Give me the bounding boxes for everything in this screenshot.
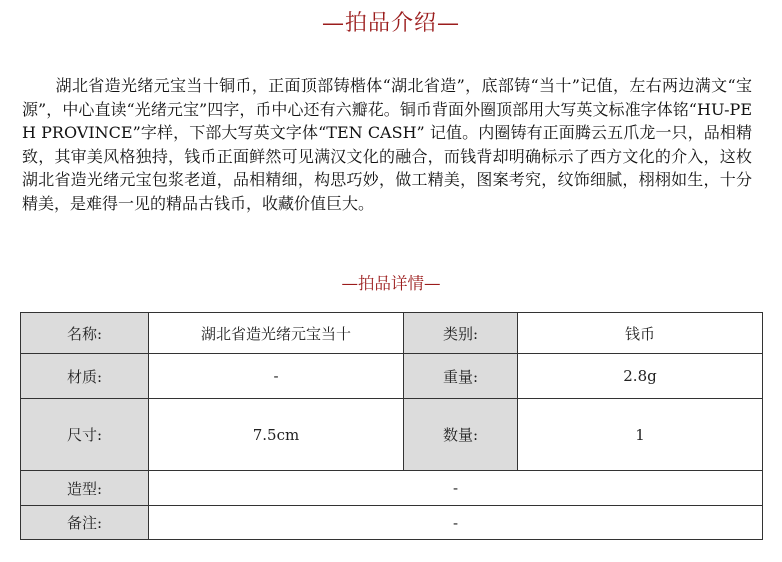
category-value: 钱币	[518, 313, 763, 354]
name-value: 湖北省造光绪元宝当十	[149, 313, 404, 354]
weight-label: 重量:	[404, 354, 518, 399]
table-row	[21, 399, 763, 471]
table-row	[21, 471, 763, 506]
size-value: 7.5cm	[149, 399, 404, 471]
shape-value: -	[149, 471, 763, 506]
table-row	[21, 313, 763, 354]
shape-label: 造型:	[21, 471, 149, 506]
quantity-value: 1	[518, 399, 763, 471]
details-table	[20, 312, 763, 540]
table-row	[21, 354, 763, 399]
details-title: —拍品详情—	[341, 274, 441, 293]
material-label: 材质:	[21, 354, 149, 399]
table-row	[21, 506, 763, 540]
remark-value: -	[149, 506, 763, 540]
description-paragraph: 湖北省造光绪元宝当十铜币，正面顶部铸楷体“湖北省造”，底部铸“当十”记值，左右两边满文“宝源”，中心直读“光绪元宝”四字，币中心还有六瓣花。铜币背面外圈顶部用大写英文标准字体铭“HU-PEH PROVINCE”字样，下部大写英文字体“TEN CASH” 记值。内圈铸有正面腾云五爪龙一只，品相精致，其审美风格独持，钱币正面鲜然可见满汉文化的融合，而钱背却明确标示了西方文化的介入，这枚湖北省造光绪元宝包浆老道，品相精细，构思巧妙，做工精美，图案考究，纹饰细腻，栩栩如生，十分精美，是难得一见的精品古钱币，收藏价值巨大。	[22, 76, 752, 213]
size-label: 尺寸:	[21, 399, 149, 471]
name-label: 名称:	[21, 313, 149, 354]
remark-label: 备注:	[21, 506, 149, 540]
weight-value: 2.8g	[518, 354, 763, 399]
material-value: -	[149, 354, 404, 399]
quantity-label: 数量:	[404, 399, 518, 471]
section-title: —拍品介绍—	[321, 11, 460, 36]
category-label: 类别:	[404, 313, 518, 354]
